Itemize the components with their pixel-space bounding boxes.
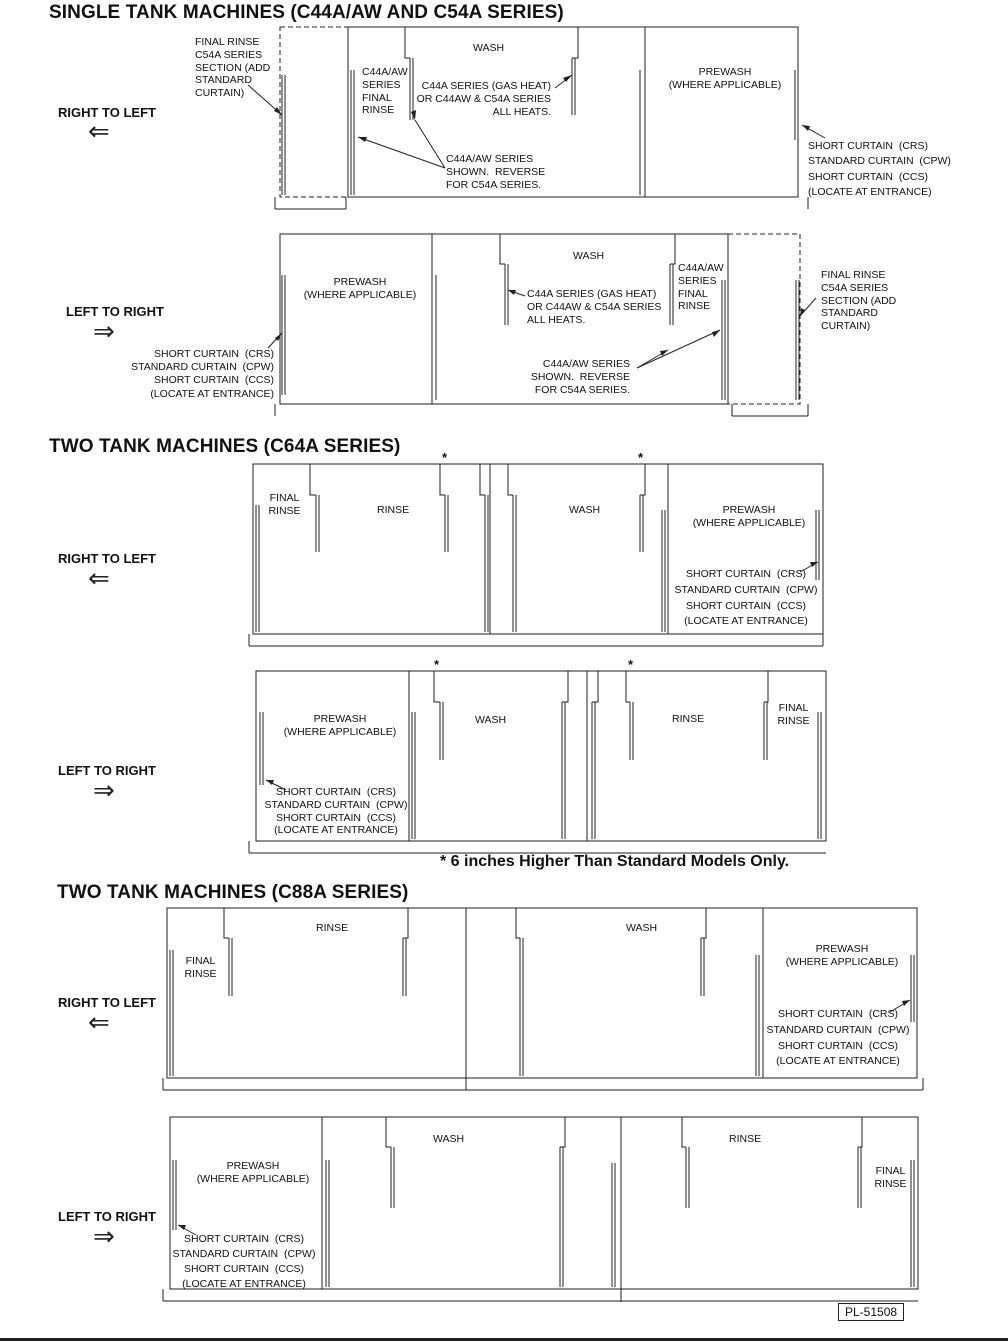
left-arrow-icon: ⇐ xyxy=(88,563,110,593)
final-rinse-c54a-label: FINAL RINSE C54A SERIES SECTION (ADD STANDARD CURTAIN) xyxy=(195,36,271,100)
footnote-star: * xyxy=(638,450,644,465)
footnote-star: * xyxy=(434,657,440,672)
footnote-star: * xyxy=(628,657,634,672)
left-arrow-icon: ⇐ xyxy=(88,1007,110,1037)
curtain-types-note: SHORT CURTAIN (CRS) STANDARD CURTAIN (CPW) SHORT CURTAIN (CCS) (LOCATE AT ENTRANCE) xyxy=(808,140,951,198)
wash-label: WASH xyxy=(473,42,505,54)
prewash-label: PREWASH (WHERE APPLICABLE) xyxy=(785,943,899,968)
right-arrow-icon: ⇒ xyxy=(93,1221,115,1251)
gas-heat-note: C44A SERIES (GAS HEAT) OR C44AW & C54A SERIES ALL HEATS. xyxy=(527,288,662,326)
rinse-label: RINSE xyxy=(672,713,705,725)
final-rinse-label: FINAL RINSE xyxy=(184,955,217,980)
direction-label: RIGHT TO LEFT xyxy=(58,551,156,566)
wash-label: WASH xyxy=(569,504,601,516)
rinse-label: RINSE xyxy=(377,504,410,516)
direction-label: LEFT TO RIGHT xyxy=(58,1209,156,1224)
right-arrow-icon: ⇒ xyxy=(93,775,115,805)
right-arrow-icon: ⇒ xyxy=(93,316,115,346)
wash-label: WASH xyxy=(475,714,507,726)
wash-label: WASH xyxy=(626,922,658,934)
rinse-label: RINSE xyxy=(729,1133,762,1145)
page-bottom-rule xyxy=(0,1338,1008,1341)
prewash-label: PREWASH (WHERE APPLICABLE) xyxy=(668,66,782,91)
c44aw-final-rinse-label: C44A/AW SERIES FINAL RINSE xyxy=(678,262,724,313)
wash-label: WASH xyxy=(573,250,605,262)
gas-heat-note: C44A SERIES (GAS HEAT) OR C44AW & C54A SERIES ALL HEATS. xyxy=(416,80,551,118)
prewash-label: PREWASH (WHERE APPLICABLE) xyxy=(692,504,806,529)
curtain-types-note: SHORT CURTAIN (CRS) STANDARD CURTAIN (CPW) SHORT CURTAIN (CCS) (LOCATE AT ENTRANCE) xyxy=(264,786,408,837)
curtain-types-note: SHORT CURTAIN (CRS) STANDARD CURTAIN (CPW) SHORT CURTAIN (CCS) (LOCATE AT ENTRANCE) xyxy=(131,348,274,400)
section-title-c64a: TWO TANK MACHINES (C64A SERIES) xyxy=(49,436,401,457)
prewash-label: PREWASH (WHERE APPLICABLE) xyxy=(283,713,397,738)
drawing-number: PL-51508 xyxy=(838,1303,904,1321)
left-arrow-icon: ⇐ xyxy=(88,116,110,146)
shown-reverse-note: C44A/AW SERIES SHOWN. REVERSE FOR C54A SERIES. xyxy=(446,153,546,191)
direction-label: RIGHT TO LEFT xyxy=(58,995,156,1010)
footnote-star: * xyxy=(442,450,448,465)
final-rinse-label: FINAL RINSE xyxy=(777,702,810,727)
prewash-label: PREWASH (WHERE APPLICABLE) xyxy=(196,1160,310,1185)
section-title-c88a: TWO TANK MACHINES (C88A SERIES) xyxy=(57,882,409,903)
curtain-types-note: SHORT CURTAIN (CRS) STANDARD CURTAIN (CPW) SHORT CURTAIN (CCS) (LOCATE AT ENTRANCE) xyxy=(172,1233,316,1290)
direction-label: LEFT TO RIGHT xyxy=(58,763,156,778)
curtain-types-note: SHORT CURTAIN (CRS) STANDARD CURTAIN (CPW) SHORT CURTAIN (CCS) (LOCATE AT ENTRANCE) xyxy=(766,1008,910,1068)
section-title-single-tank: SINGLE TANK MACHINES (C44A/AW AND C54A SERIES) xyxy=(49,2,564,23)
direction-label: LEFT TO RIGHT xyxy=(66,304,164,319)
final-rinse-c54a-label: FINAL RINSE C54A SERIES SECTION (ADD STANDARD CURTAIN) xyxy=(821,269,897,333)
prewash-label: PREWASH (WHERE APPLICABLE) xyxy=(303,276,417,301)
shown-reverse-note: C44A/AW SERIES SHOWN. REVERSE FOR C54A SERIES. xyxy=(530,358,630,396)
curtain-types-note: SHORT CURTAIN (CRS) STANDARD CURTAIN (CPW) SHORT CURTAIN (CCS) (LOCATE AT ENTRANCE) xyxy=(674,568,818,628)
final-rinse-label: FINAL RINSE xyxy=(874,1165,907,1190)
rinse-label: RINSE xyxy=(316,922,349,934)
wash-label: WASH xyxy=(433,1133,465,1145)
direction-label: RIGHT TO LEFT xyxy=(58,105,156,120)
final-rinse-label: FINAL RINSE xyxy=(268,492,301,517)
footnote: * 6 inches Higher Than Standard Models Only. xyxy=(440,853,790,870)
c44aw-final-rinse-label: C44A/AW SERIES FINAL RINSE xyxy=(362,66,408,117)
